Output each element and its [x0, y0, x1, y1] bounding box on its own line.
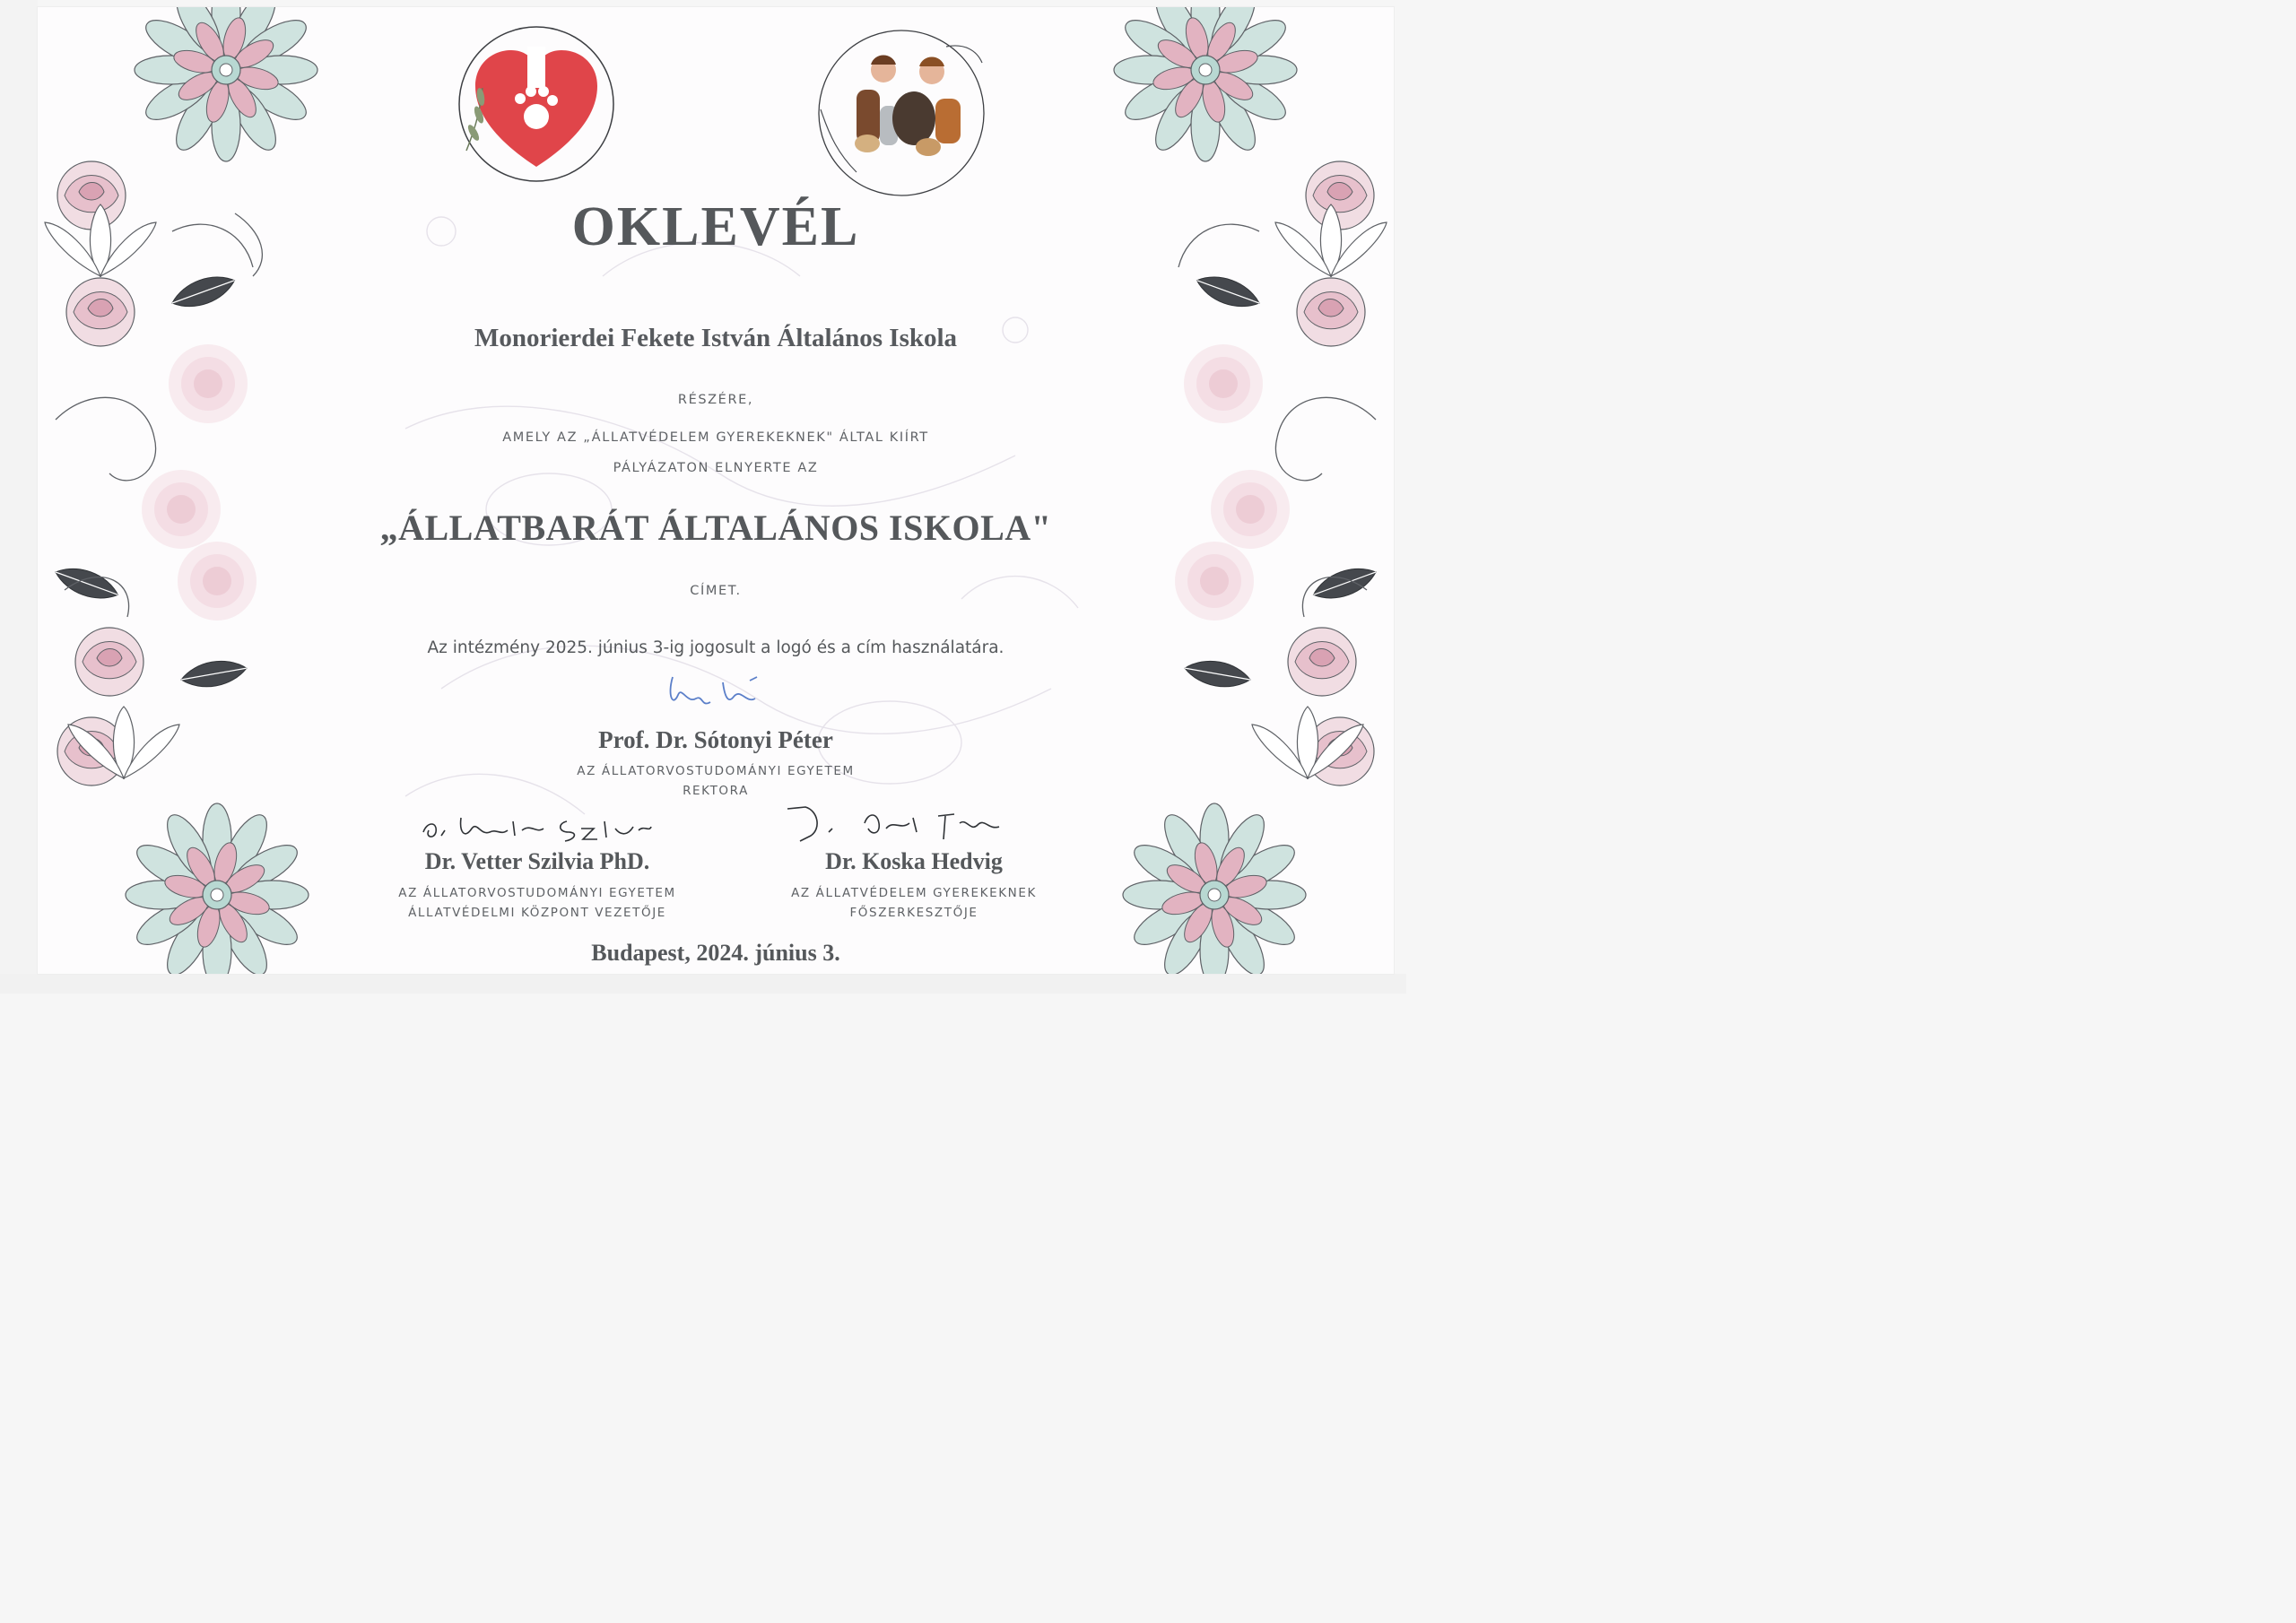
allatbarat-iskola-logo [441, 7, 631, 194]
signatory-left-name: Dr. Vetter Szilvia PhD. [424, 848, 650, 874]
signatory-right-role-1: AZ ÁLLATVÉDELEM GYEREKEKNEK [791, 886, 1037, 900]
validity-note: Az intézmény 2025. június 3-ig jogosult a logó és a cím használatára. [427, 638, 1004, 657]
signatory-left-role-2: ÁLLATVÉDELMI KÖZPONT VEZETŐJE [408, 906, 666, 920]
signatory-main-name: Prof. Dr. Sótonyi Péter [598, 726, 833, 753]
amely-line: AMELY AZ „ÁLLATVÉDELEM GYEREKEKNEK" ÁLTAL KIÍRT [502, 430, 929, 445]
palyazat-line: PÁLYÁZATON ELNYERTE AZ [613, 461, 819, 475]
reszere-line: RÉSZÉRE, [677, 393, 754, 407]
certificate-title: OKLEVÉL [571, 196, 860, 257]
left-floral-border [38, 7, 334, 974]
recipient-name: Monorierdei Fekete István Általános Iskola [474, 324, 958, 352]
signature-vetter [414, 805, 657, 846]
scan-edge [0, 0, 38, 994]
signatory-right-role-2: FŐSZERKESZTŐJE [849, 906, 978, 920]
signature-sotonyi [660, 668, 777, 720]
signatory-main-role-1: AZ ÁLLATORVOSTUDOMÁNYI EGYETEM [577, 764, 855, 778]
signatory-right-name: Dr. Koska Hedvig [825, 848, 1003, 874]
signature-koska [778, 796, 1012, 852]
certificate-page [38, 7, 1394, 974]
cimet-line: CÍMET. [690, 584, 742, 598]
signatory-left-role-1: AZ ÁLLATORVOSTUDOMÁNYI EGYETEM [398, 886, 676, 900]
scan-bottom-edge [0, 974, 1406, 994]
right-floral-border [1098, 7, 1394, 974]
award-title: „ÁLLATBARÁT ÁLTALÁNOS ISKOLA" [379, 508, 1052, 548]
place-date: Budapest, 2024. június 3. [591, 940, 840, 966]
signatory-main-role-2: REKTORA [683, 784, 749, 798]
allatvedelem-gyerekeknek-logo [794, 20, 1009, 204]
